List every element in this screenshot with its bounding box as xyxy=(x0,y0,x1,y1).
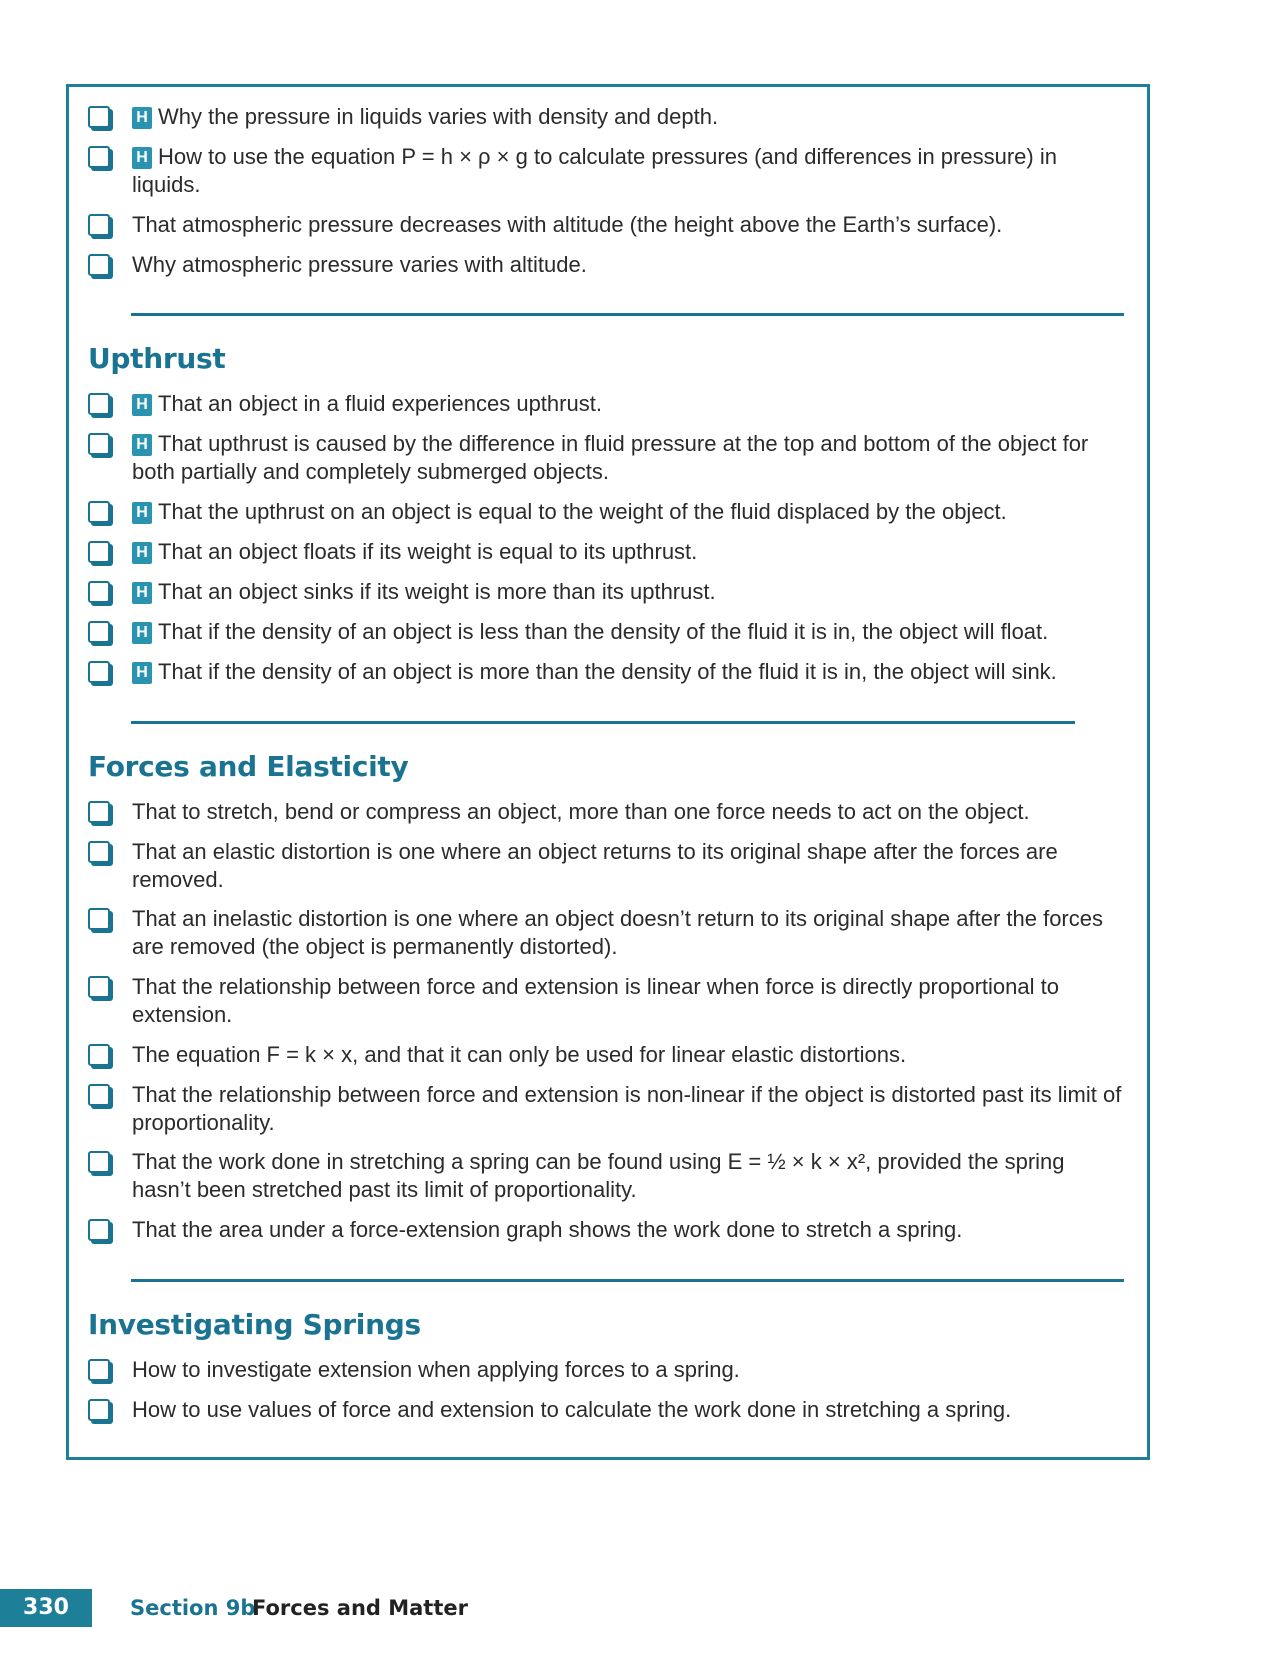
checkbox[interactable] xyxy=(88,541,110,563)
checkbox[interactable] xyxy=(88,801,110,823)
checkbox[interactable] xyxy=(88,501,110,523)
checkbox[interactable] xyxy=(88,581,110,603)
checkbox[interactable] xyxy=(88,661,110,683)
checkbox[interactable] xyxy=(88,433,110,455)
higher-tier-badge: H xyxy=(132,542,152,564)
checkbox[interactable] xyxy=(88,1151,110,1173)
checkbox[interactable] xyxy=(88,908,110,930)
higher-tier-badge: H xyxy=(132,147,152,169)
section-divider xyxy=(131,1279,1124,1282)
section-divider xyxy=(131,721,1075,724)
section-heading-upthrust: Upthrust xyxy=(88,342,226,375)
footer-section-title: Forces and Matter xyxy=(252,1596,468,1620)
page-number: 330 xyxy=(0,1589,92,1627)
higher-tier-badge: H xyxy=(132,434,152,456)
checkbox[interactable] xyxy=(88,1359,110,1381)
checkbox[interactable] xyxy=(88,621,110,643)
section-heading-elasticity: Forces and Elasticity xyxy=(88,750,409,783)
checkbox[interactable] xyxy=(88,1399,110,1421)
section-divider xyxy=(131,313,1124,316)
checkbox[interactable] xyxy=(88,254,110,276)
footer-section-label: Section 9b xyxy=(130,1596,256,1620)
higher-tier-badge: H xyxy=(132,582,152,604)
higher-tier-badge: H xyxy=(132,662,152,684)
higher-tier-badge: H xyxy=(132,502,152,524)
checkbox[interactable] xyxy=(88,106,110,128)
higher-tier-badge: H xyxy=(132,107,152,129)
higher-tier-badge: H xyxy=(132,622,152,644)
checkbox[interactable] xyxy=(88,841,110,863)
checkbox[interactable] xyxy=(88,214,110,236)
checkbox[interactable] xyxy=(88,146,110,168)
checkbox[interactable] xyxy=(88,976,110,998)
checkbox[interactable] xyxy=(88,1044,110,1066)
section-heading-springs: Investigating Springs xyxy=(88,1308,421,1341)
checkbox[interactable] xyxy=(88,1219,110,1241)
higher-tier-badge: H xyxy=(132,394,152,416)
checkbox[interactable] xyxy=(88,1084,110,1106)
checkbox[interactable] xyxy=(88,393,110,415)
